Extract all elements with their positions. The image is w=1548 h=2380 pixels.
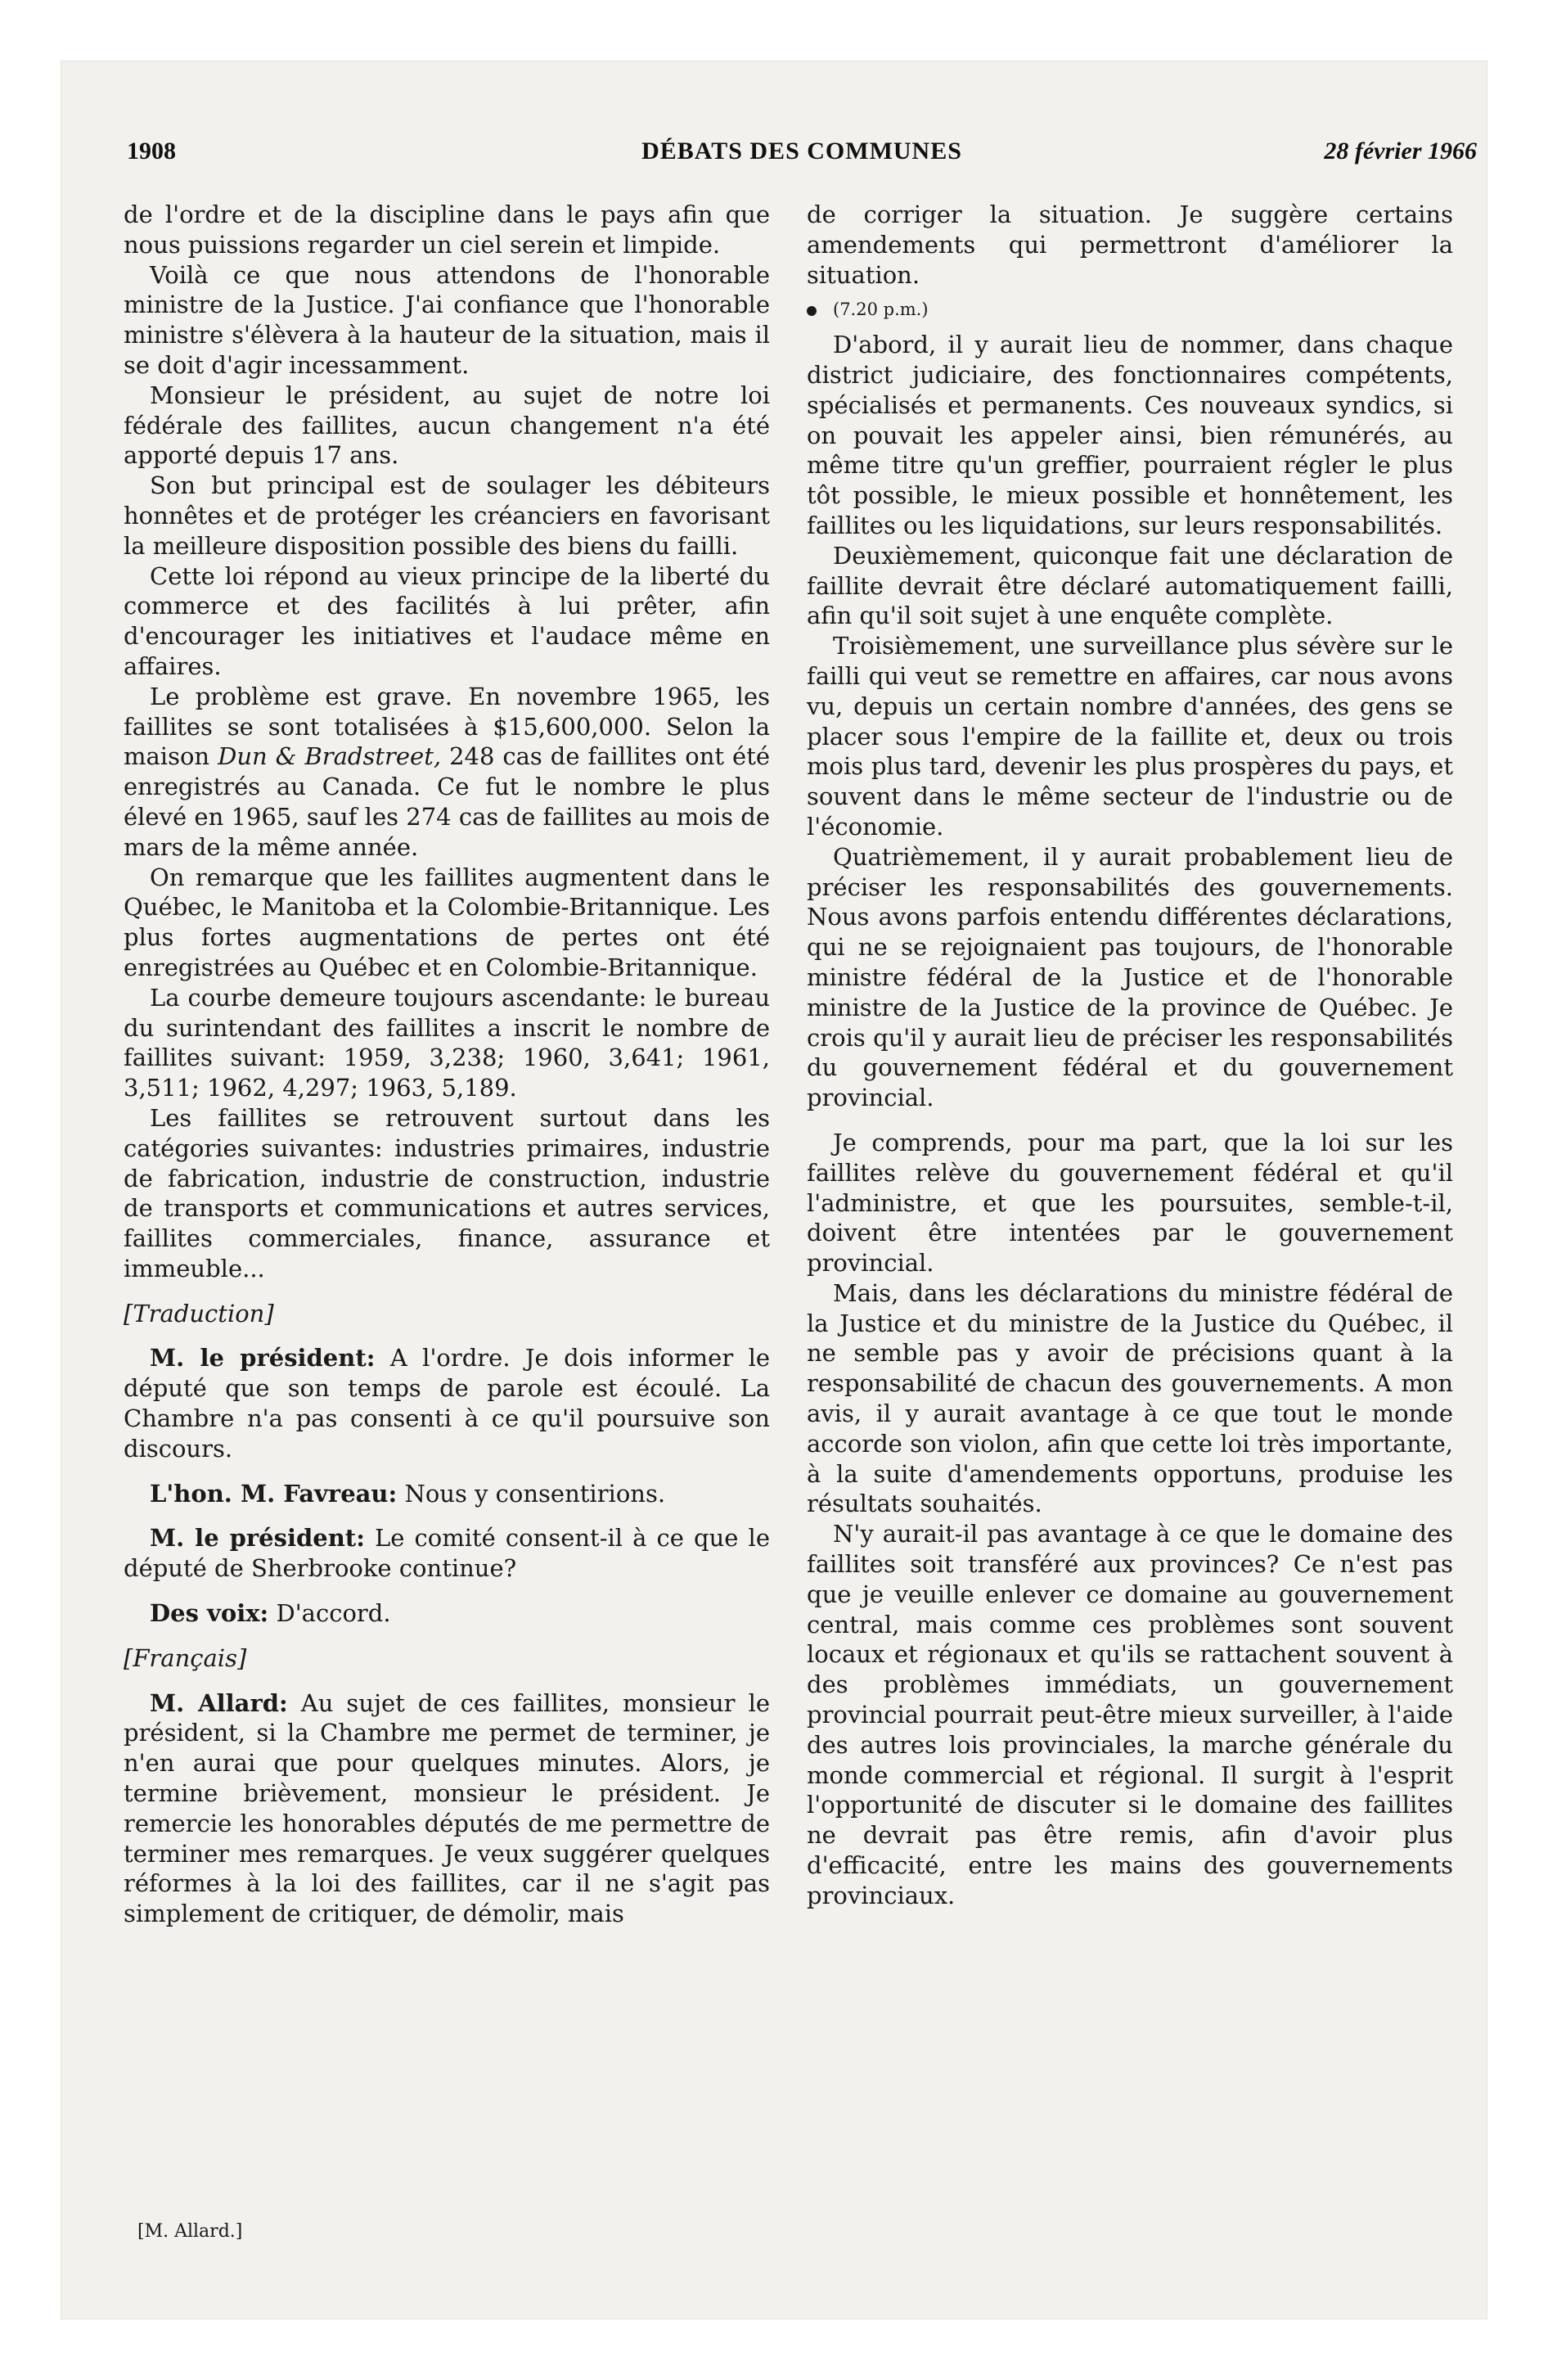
speaker-label: Des voix: (150, 1599, 269, 1628)
journal-title: DÉBATS DES COMMUNES (641, 137, 962, 165)
paragraph: Son but principal est de soulager les débiteurs honnêtes et de protéger les créanciers en favorisant la meilleure disposition possible des biens du failli. (124, 471, 770, 560)
left-column (124, 200, 770, 1929)
paragraph: Je comprends, pour ma part, que la loi sur les faillites relève du gouvernement fédéral et qu'il l'administre, et que les poursuites, semble-t-il, doivent être intentées par le gouvernement provincial. (807, 1128, 1453, 1278)
paragraph: Deuxièmement, quiconque fait une déclaration de faillite devrait être déclaré automatiquement failli, afin qu'il soit sujet à une enquête complète. (807, 541, 1453, 630)
paragraph: On remarque que les faillites augmentent dans le Québec, le Manitoba et la Colombie-Britannique. Les plus fortes augmentations de pertes ont été enregistrées au Québec et en Colombie-Britannique. (124, 863, 770, 981)
paragraph: Cette loi répond au vieux principe de la liberté du commerce et des facilités à lui prêter, afin d'encourager les initiatives et l'audace même en affaires. (124, 561, 770, 680)
paragraph: de corriger la situation. Je suggère certains amendements qui permettront d'améliorer la situation. (807, 201, 1453, 289)
paragraph: Monsieur le président, au sujet de notre loi fédérale des faillites, aucun changement n'a été apporté depuis 17 ans. (124, 381, 770, 470)
speech-paragraph: L'hon. M. Favreau: Nous y consentirions. (150, 1479, 666, 1508)
paragraph: Le problème est grave. En novembre 1965, les faillites se sont totalisées à $15,600,000. Selon la maison Dun & Bradstreet, 248 cas de faillites ont été enregistrés au Canada. Ce fut le nombre le plus élevé en 1965, sauf les 274 cas de faillites au mois de mars de la même année. (124, 682, 771, 861)
bullet-icon (807, 306, 817, 316)
paragraph: Les faillites se retrouvent surtout dans les catégories suivantes: industries primaires, industrie de fabrication, industrie de construction, industrie de transports et communications et autres services, faillites commerciales, finance, assurance et immeuble... (124, 1103, 770, 1282)
paragraph: Voilà ce que nous attendons de l'honorable ministre de la Justice. J'ai confiance que l'honorable ministre s'élèvera à la hauteur de la situation, mais il se doit d'agir incessamment. (124, 260, 770, 379)
page-number: 1908 (127, 137, 176, 165)
company-name: Dun & Bradstreet, (218, 742, 442, 771)
speaker-label: M. le président: (150, 1344, 376, 1373)
paragraph: La courbe demeure toujours ascendante: le bureau du surintendant des faillites a inscrit le nombre de faillites suivant: 1959, 3,238; 1960, 3,641; 1961, 3,511; 1962, 4,297; 1963, 5,189. (124, 983, 770, 1102)
speaker-footer-note: [M. Allard.] (137, 2221, 243, 2242)
speaker-label: M. le président: (150, 1524, 365, 1553)
speech-paragraph: Des voix: D'accord. (150, 1599, 391, 1628)
paragraph: Quatrièmement, il y aurait probablement lieu de préciser les responsabilités des gouvernements. Nous avons parfois entendu différentes déclarations, qui ne se rejoignaient pas toujours, de l'honorable ministre fédéral de la Justice et de l'honorable ministre de la Justice de la province de Québec. Je crois qu'il y aurait lieu de préciser les responsabilités du gouvernement fédéral et du gouvernement provincial. (807, 842, 1453, 1112)
speaker-label: L'hon. M. Favreau: (150, 1479, 398, 1508)
speaker-label: M. Allard: (150, 1688, 288, 1717)
paragraph: N'y aurait-il pas avantage à ce que le domaine des faillites soit transféré aux provinces? Ce n'est pas que je veuille enlever ce domaine au gouvernement central, mais comme ces problèmes sont souvent locaux et régionaux et qu'ils se rattachent souvent à des problèmes immédiats, un gouvernement provincial pourrait peut-être mieux surveiller, à l'aide des autres lois provinciales, la marche générale du monde commercial et régional. Il surgit à l'esprit l'opportunité de discuter si le domaine des faillites ne devrait pas être remis, afin d'avoir plus d'efficacité, entre les mains des gouvernements provinciaux. (807, 1520, 1453, 1909)
paragraph: Mais, dans les déclarations du ministre fédéral de la Justice et du ministre de la Justice du Québec, il ne semble pas y avoir de précisions quant à la responsabilité de chacun des gouvernements. A mon avis, il y aurait avantage à ce que tout le monde accorde son violon, afin que cette loi très importante, à la suite d'amendements opportuns, produise les résultats souhaités. (807, 1278, 1453, 1518)
speech-paragraph: M. le président: A l'ordre. Je dois informer le député que son temps de parole est écoulé. La Chambre n'a pas consenti à ce qu'il poursuive son discours. (124, 1344, 771, 1463)
speech-paragraph: M. Allard: Au sujet de ces faillites, monsieur le président, si la Chambre me permet de terminer, je n'en aurai que pour quelques minutes. Alors, je termine brièvement, monsieur le président. Je remercie les honorables députés de me permettre de terminer mes remarques. Je veux suggérer quelques réformes à la loi des faillites, car il ne s'agit pas simplement de critiquer, de démolir, mais (124, 1688, 771, 1928)
paragraph: de l'ordre et de la discipline dans le pays afin que nous puissions regarder un ciel serein et limpide. (124, 201, 770, 259)
issue-date: 28 février 1966 (1324, 137, 1477, 165)
time-stamp: (7.20 p.m.) (807, 295, 1453, 325)
right-column (807, 200, 1453, 1911)
translation-marker: [Traduction] (124, 1299, 274, 1327)
language-marker: [Français] (124, 1643, 247, 1672)
speech-paragraph: M. le président: Le comité consent-il à ce que le député de Sherbrooke continue? (124, 1524, 770, 1583)
paragraph: Troisièmement, une surveillance plus sévère sur le failli qui veut se remettre en affaires, car nous avons vu, depuis un certain nombre d'années, des gens se placer sous l'empire de la faillite et, deux ou trois mois plus tard, devenir les plus prospères du pays, et souvent dans le même secteur de l'industrie ou de l'économie. (807, 632, 1453, 841)
page-header (127, 137, 1477, 174)
paragraph: D'abord, il y aurait lieu de nommer, dans chaque district judiciaire, des fonctionnaires compétents, spécialisés et permanents. Ces nouveaux syndics, si on pouvait les appeler ainsi, bien rémunérés, au même titre qu'un greffier, pourraient régler le plus tôt possible, le mieux possible et honnêtement, les faillites ou les liquidations, sur leurs responsabilités. (807, 331, 1453, 539)
